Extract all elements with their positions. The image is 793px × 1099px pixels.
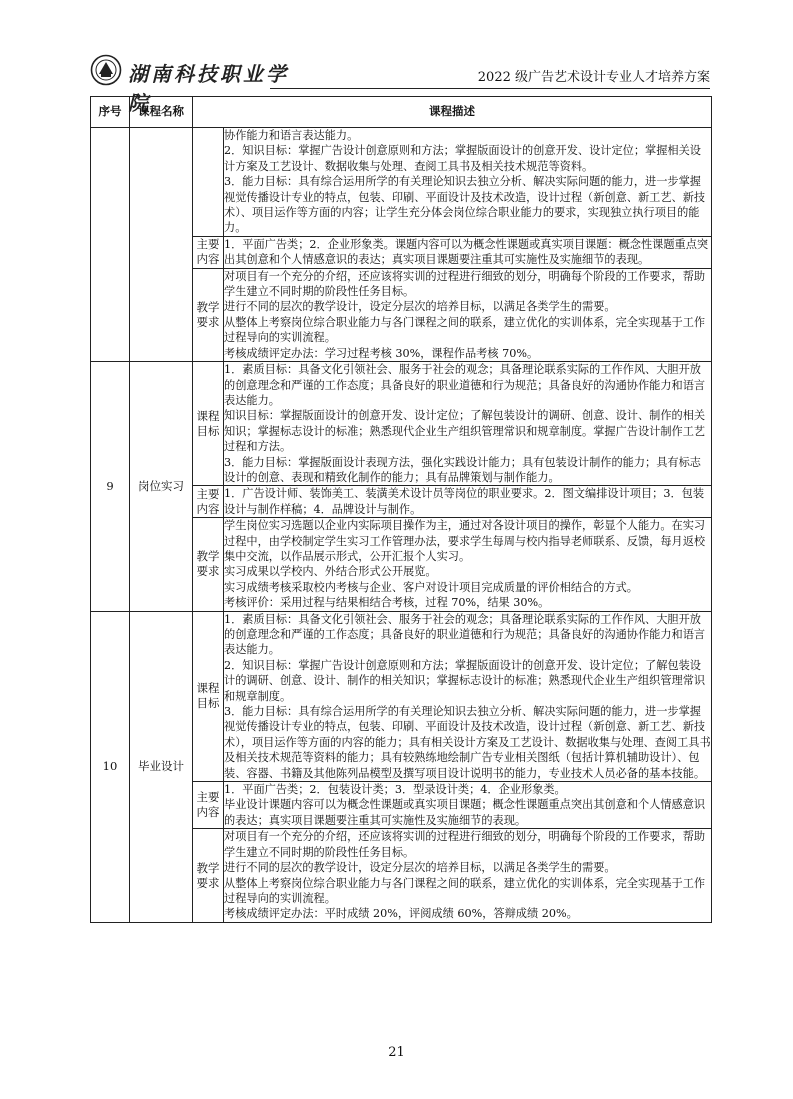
sub-label-teaching-req: 教学要求 — [193, 518, 224, 611]
cont-content-desc — [224, 236, 712, 268]
cont-seq-cell — [91, 128, 130, 362]
cont-goals-desc — [224, 128, 712, 237]
sub-label-course-goals: 课程目标 — [193, 611, 224, 781]
sub-label-teaching-req: 教学要求 — [193, 268, 224, 361]
school-name-calligraphy: 湖南科技职业学院 — [128, 62, 289, 115]
desc-line: 毕业设计课题内容可以为概念性课题或真实项目课题；概念性课题重点突出其创意和个人情感意识的表达；真实项目课题要注重其可实施性及实施细节的表现。 — [224, 798, 706, 827]
desc-line: 进行不同的层次的教学设计，设定分层次的培养目标，以满足各类学生的需要。 — [224, 861, 616, 875]
table-header-row — [91, 97, 712, 128]
desc-line: 实习成绩考核采取校内考核与企业、客户对设计项目完成质量的评价相结合的方式。 — [224, 580, 638, 594]
header-rule — [270, 88, 710, 89]
desc-line: 2．知识目标：掌握广告设计创意原则和方法；掌握版面设计的创意开发、设计定位；掌握相关设计方案及工艺设计、数据收集与处理、查阅工具书及相关技术规范等资料。 — [224, 144, 701, 173]
col-header-course-desc: 课程描述 — [193, 97, 712, 128]
cont-name-cell — [130, 128, 193, 362]
desc-line: 2．知识目标：掌握广告设计创意原则和方法；掌握版面设计的创意开发、设计定位；了解包装设计的调研、创意、设计、制作的相关知识；掌握标志设计的标准；熟悉现代企业生产组织管理常识和规章制度。 — [224, 658, 706, 703]
desc-line: 考核成绩评定办法：学习过程考核 30%，课程作品考核 70%。 — [224, 346, 539, 360]
row9-req-desc — [224, 518, 712, 611]
desc-line: 协作能力和语言表达能力。 — [224, 129, 359, 142]
cont-req-desc — [224, 268, 712, 361]
sub-label-teaching-req: 教学要求 — [193, 829, 224, 922]
table-row — [91, 611, 712, 781]
row10-goals-desc — [224, 611, 712, 781]
desc-line: 3．能力目标：掌握版面设计表现方法，强化实践设计能力；具有包装设计制作的能力；具有标志设计的创意、表现和精致化制作的能力；具有品牌策划与制作能力。 — [224, 455, 701, 484]
desc-line: 1．平面广告类；2．企业形象类。课题内容可以为概念性课题或真实项目课题：概念性课题重点突出其创意和个人情感意识的表达；真实项目课题要注重其可实施性及实施细节的表现。 — [224, 237, 709, 267]
document-title: 2022 级广告艺术设计专业人才培养方案 — [477, 70, 710, 85]
table-row — [91, 362, 712, 486]
desc-line: 1．素质目标：具备文化引领社会、服务于社会的观念；具备理论联系实际的工作作风、大胆开放的创意理念和严谨的工作态度；具备良好的职业道德和行为规范；具备良好的沟通协作能力和语言表达能力。 — [224, 363, 706, 407]
row9-seq: 9 — [91, 362, 130, 612]
desc-line: 1．素质目标：具备文化引领社会、服务于社会的观念；具备理论联系实际的工作作风、大胆开放的创意理念和严谨的工作态度；具备良好的职业道德和行为规范；具备良好的沟通协作能力和语言表达能力。 — [224, 612, 706, 657]
desc-line: 对项目有一个充分的介绍，还应该将实训的过程进行细致的划分，明确每个阶段的工作要求，帮助学生建立不同时期的阶段性任务目标。 — [224, 269, 706, 299]
desc-line: 1．平面广告类；2．包装设计类；3．型录设计类；4．企业形象类。 — [224, 783, 566, 797]
desc-line: 3．能力目标：具有综合运用所学的有关理论知识去独立分析、解决实际问题的能力，进一步掌握视觉传播设计专业的特点，包装、印刷、平面设计及技术改造，设计过程（新创意、新工艺、新技术）、项目运作等方面的内容；让学生充分体会岗位综合职业能力的要求，实现独立执行项目的能力。 — [224, 175, 706, 235]
col-header-course-name: 课程名称 — [130, 97, 193, 128]
school-emblem-icon — [90, 54, 122, 86]
sub-label-main-content: 主要内容 — [193, 486, 224, 518]
desc-line: 从整体上考察岗位综合职业能力与各门课程之间的联系，建立优化的实训体系，完全实现基于工作过程导向的实训流程。 — [224, 876, 706, 905]
desc-line: 1．广告设计师、装饰美工、装潢美术设计员等岗位的职业要求。2．图文编排设计项目；3．包装设计与制作样稿；4．品牌设计与制作。 — [224, 487, 705, 516]
desc-line: 3．能力目标：具有综合运用所学的有关理论知识去独立分析、解决实际问题的能力，进一步掌握视觉传播设计专业的特点，包装、印刷、平面设计及技术改造，设计过程（新创意、新工艺、新技术），项目运作等方面的内容的能力；具有相关设计方案及工艺设计、数据收集与处理、查阅工具书及相关技术规范等资料的能力；具有较熟练地绘制广告专业相关图纸（包括计算机辅助设计）、包装、容器、书籍及其他陈列品模型及撰写项目设计说明书的能力，专业技术人员必备的基本技能。 — [224, 705, 711, 780]
desc-line: 进行不同的层次的教学设计，设定分层次的培养目标，以满足各类学生的需要。 — [224, 300, 616, 314]
row9-course-name: 岗位实习 — [130, 362, 193, 612]
row10-course-name: 毕业设计 — [130, 611, 193, 922]
curriculum-table — [90, 96, 712, 923]
desc-line: 从整体上考察岗位综合职业能力与各门课程之间的联系，建立优化的实训体系，完全实现基于工作过程导向的实训流程。 — [224, 315, 706, 345]
sub-label-main-content: 主要内容 — [193, 236, 224, 268]
desc-line: 知识目标：掌握版面设计的创意开发、设计定位；了解包装设计的调研、创意、设计、制作的相关知识；掌握标志设计的标准；熟悉现代企业生产组织管理常识和规章制度。掌握广告设计制作工艺过程和方法。 — [224, 409, 706, 454]
desc-line: 实习成果以学校内、外结合形式公开展览。 — [224, 565, 437, 579]
desc-line: 考核成绩评定办法：平时成绩 20%，评阅成绩 60%，答辩成绩 20%。 — [224, 907, 578, 921]
cont-goals-label-cell — [193, 128, 224, 237]
row9-goals-desc — [224, 362, 712, 486]
row10-seq: 10 — [91, 611, 130, 922]
page-number: 21 — [388, 1045, 405, 1060]
row10-req-desc — [224, 829, 712, 922]
row10-content-desc — [224, 782, 712, 829]
desc-line: 学生岗位实习选题以企业内实际项目操作为主，通过对各设计项目的操作，彰显个人能力。在实习过程中，由学校制定学生实习工作管理办法，要求学生每周与校内指导老师联系、反馈，每月返校集中交流，以作品展示形式，公开汇报个人实习。 — [224, 519, 706, 563]
row9-content-desc — [224, 486, 712, 518]
desc-line: 对项目有一个充分的介绍，还应该将实训的过程进行细致的划分，明确每个阶段的工作要求，帮助学生建立不同时期的阶段性任务目标。 — [224, 830, 706, 859]
desc-line: 考核评价：采用过程与结果相结合考核，过程 70%，结果 30%。 — [224, 596, 550, 610]
col-header-seq: 序号 — [91, 97, 130, 128]
sub-label-main-content: 主要内容 — [193, 782, 224, 829]
table-row — [91, 128, 712, 237]
sub-label-course-goals: 课程目标 — [193, 362, 224, 486]
